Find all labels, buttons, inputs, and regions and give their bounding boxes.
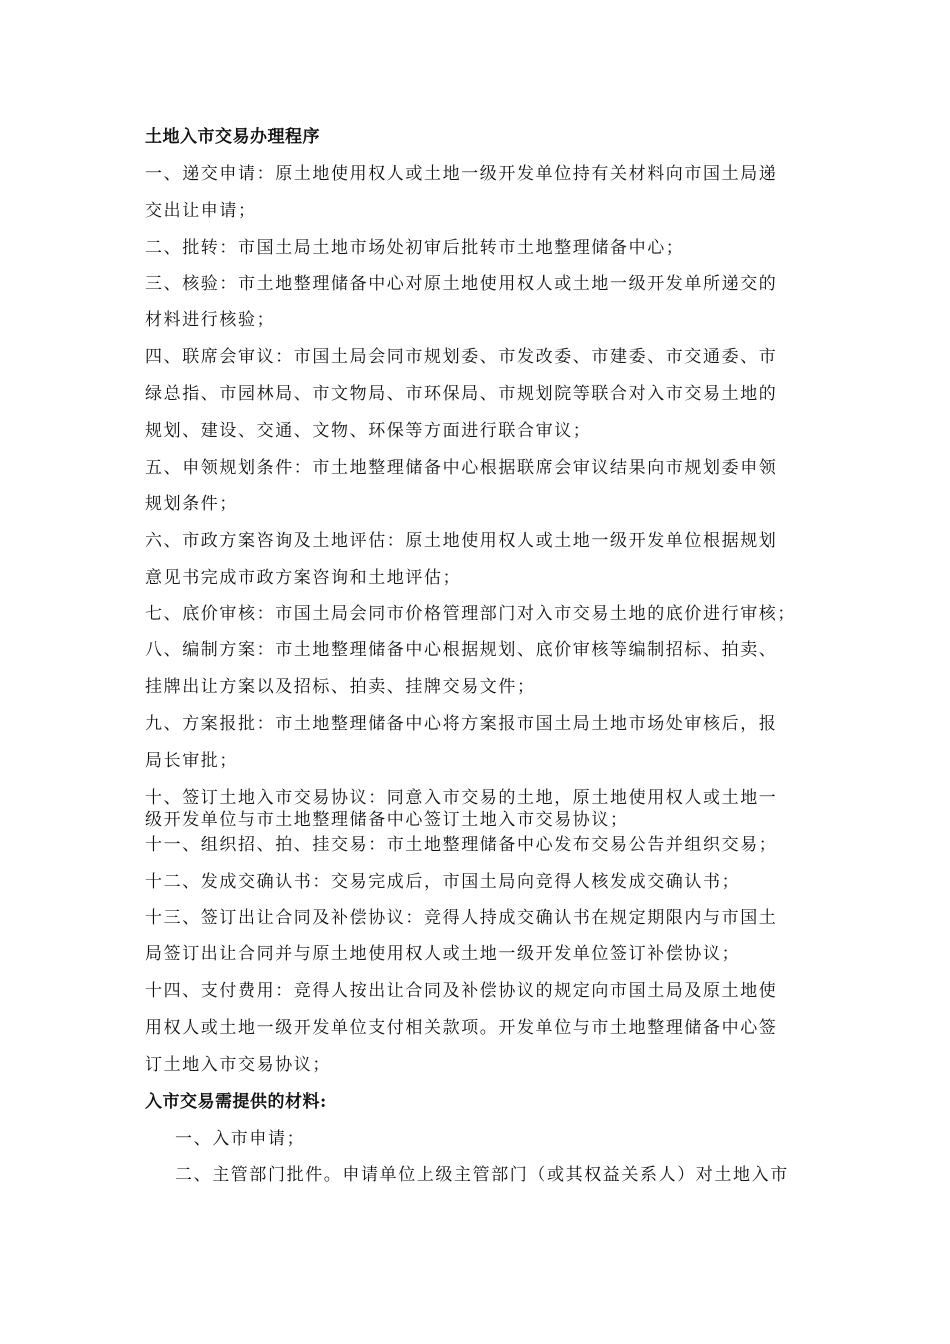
step-10-line-2: 级开发单位与市土地整理储备中心签订土地入市交易协议；: [145, 810, 629, 830]
step-14-line-3: 订土地入市交易协议；: [145, 1055, 331, 1075]
step-9-line-1: 九、方案报批：市土地整理储备中心将方案报市国土局土地市场处审核后，报: [145, 714, 778, 734]
step-11-line-1: 十一、组织招、拍、挂交易：市土地整理储备中心发布交易公告并组织交易；: [145, 835, 778, 855]
step-9-line-2: 局长审批；: [145, 751, 238, 771]
materials-item-1: 一、入市申请；: [175, 1129, 306, 1149]
step-3-line-2: 材料进行核验；: [145, 310, 276, 330]
step-7-line-1: 七、底价审核：市国土局会同市价格管理部门对入市交易土地的底价进行审核；: [145, 604, 796, 624]
step-13-line-1: 十三、签订出让合同及补偿协议：竞得人持成交确认书在规定期限内与市国土: [145, 908, 778, 928]
step-14-line-1: 十四、支付费用：竞得人按出让合同及补偿协议的规定向市国土局及原土地使: [145, 981, 778, 1001]
step-13-line-2: 局签订出让合同并与原土地使用权人或土地一级开发单位签订补偿协议；: [145, 944, 741, 964]
step-10-line-1: 十、签订土地入市交易协议：同意入市交易的土地，原土地使用权人或土地一: [145, 788, 778, 808]
step-1-line-2: 交出让申请；: [145, 201, 257, 221]
step-1-line-1: 一、递交申请：原土地使用权人或土地一级开发单位持有关材料向市国土局递: [145, 164, 778, 184]
step-5-line-1: 五、申领规划条件：市土地整理储备中心根据联席会审议结果向市规划委申领: [145, 458, 778, 478]
step-14-line-2: 用权人或土地一级开发单位支付相关款项。开发单位与市土地整理储备中心签: [145, 1018, 778, 1038]
step-5-line-2: 规划条件；: [145, 494, 238, 514]
document-title: 土地入市交易办理程序: [145, 127, 320, 147]
step-2-line-1: 二、批转：市国土局土地市场处初审后批转市土地整理储备中心；: [145, 238, 685, 258]
step-3-line-1: 三、核验：市土地整理储备中心对原土地使用权人或土地一级开发单所递交的: [145, 274, 778, 294]
step-8-line-1: 八、编制方案：市土地整理储备中心根据规划、底价审核等编制招标、拍卖、: [145, 640, 778, 660]
step-6-line-2: 意见书完成市政方案咨询和土地评估；: [145, 568, 462, 588]
materials-item-2: 二、主管部门批件。申请单位上级主管部门（或其权益关系人）对土地入市: [175, 1165, 789, 1185]
step-4-line-3: 规划、建设、交通、文物、环保等方面进行联合审议；: [145, 421, 592, 441]
materials-heading: 入市交易需提供的材料:: [145, 1092, 327, 1112]
step-12-line-1: 十二、发成交确认书：交易完成后，市国土局向竞得人核发成交确认书；: [145, 872, 741, 892]
step-8-line-2: 挂牌出让方案以及招标、拍卖、挂牌交易文件；: [145, 677, 536, 697]
step-4-line-1: 四、联席会审议：市国土局会同市规划委、市发改委、市建委、市交通委、市: [145, 347, 778, 367]
step-4-line-2: 绿总指、市园林局、市文物局、市环保局、市规划院等联合对入市交易土地的: [145, 384, 778, 404]
step-6-line-1: 六、市政方案咨询及土地评估：原土地使用权人或土地一级开发单位根据规划: [145, 531, 778, 551]
